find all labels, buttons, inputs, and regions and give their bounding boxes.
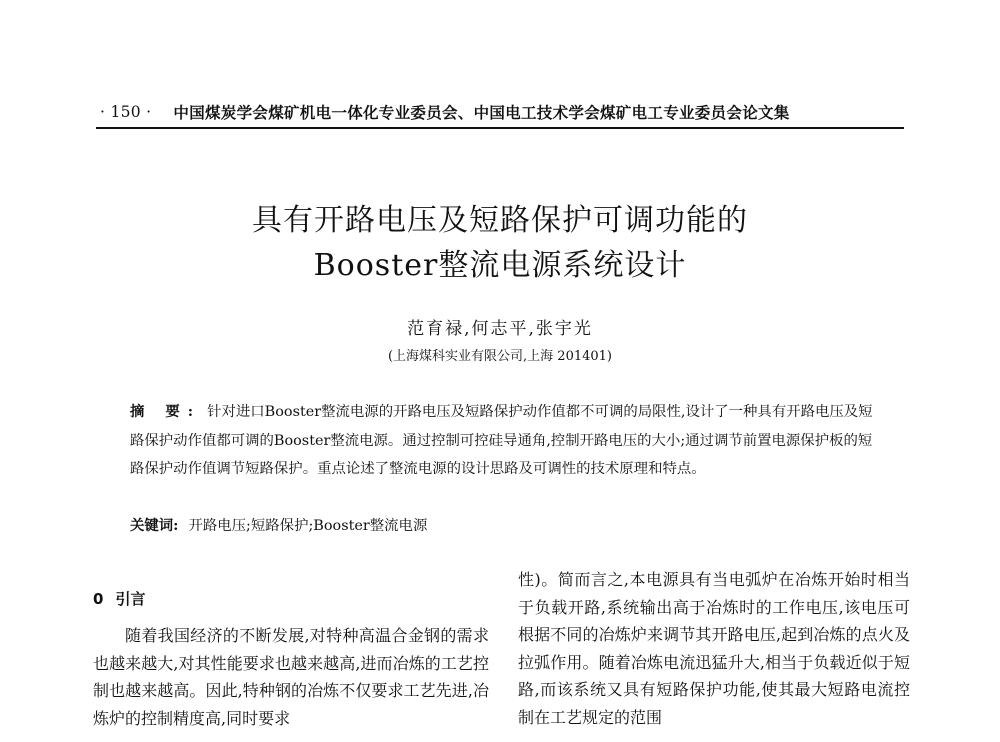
section-heading bbox=[93, 588, 145, 609]
page-number: · 150 · bbox=[100, 103, 152, 121]
running-header bbox=[100, 98, 905, 126]
header-rule bbox=[96, 127, 904, 129]
body-right-column bbox=[518, 566, 910, 731]
body-paragraph-right: 性)。简而言之,本电源具有当电弧炉在冶炼开始时相当于负载开路,系统输出高于冶炼时的工作电压,该电压可根据不同的冶炼炉来调节其开路电压,起到冶炼的点火及拉弧作用。随着冶炼电流迅猛升大,相当于负载近似于短路,而该系统又具有短路保护功能,使其最大短路电流控制在工艺规定的范围 bbox=[518, 570, 910, 727]
body-left-column bbox=[93, 622, 489, 732]
body-paragraph-left: 随着我国经济的不断发展,对特种高温合金钢的需求也越来越大,对其性能要求也越来越高,进而冶炼的工艺控制也越来越高。因此,特种钢的冶炼不仅要求工艺先进,冶炼炉的控制精度高,同时要求 bbox=[93, 626, 489, 728]
keywords bbox=[130, 512, 875, 540]
section-number: 0 bbox=[93, 590, 104, 608]
keywords-text: 开路电压;短路保护;Booster整流电源 bbox=[188, 518, 428, 534]
abstract bbox=[130, 398, 875, 484]
journal-name: 中国煤炭学会煤矿机电一体化专业委员会、中国电工技术学会煤矿电工专业委员会论文集 bbox=[173, 103, 790, 122]
abstract-label: 摘 要: bbox=[130, 403, 202, 420]
keywords-label: 关键词: bbox=[130, 517, 179, 534]
paper-title-line-1: 具有开路电压及短路保护可调功能的 bbox=[252, 203, 748, 238]
authors: 范育禄,何志平,张宇光 bbox=[407, 319, 593, 339]
paper-title-line-2: Booster整流电源系统设计 bbox=[313, 248, 687, 283]
abstract-text: 针对进口Booster整流电源的开路电压及短路保护动作值都不可调的局限性,设计了一种具有开路电压及短路保护动作值都可调的Booster整流电源。通过控制可控硅导通角,控制开路电压的大小;通过调节前置电源保护板的短路保护动作值调节短路保护。重点论述了整流电源的设计思路及可调性的技术原理和特点。 bbox=[130, 404, 873, 477]
affiliation: (上海煤科实业有限公司,上海 201401) bbox=[387, 349, 613, 364]
section-title: 引言 bbox=[115, 590, 146, 608]
